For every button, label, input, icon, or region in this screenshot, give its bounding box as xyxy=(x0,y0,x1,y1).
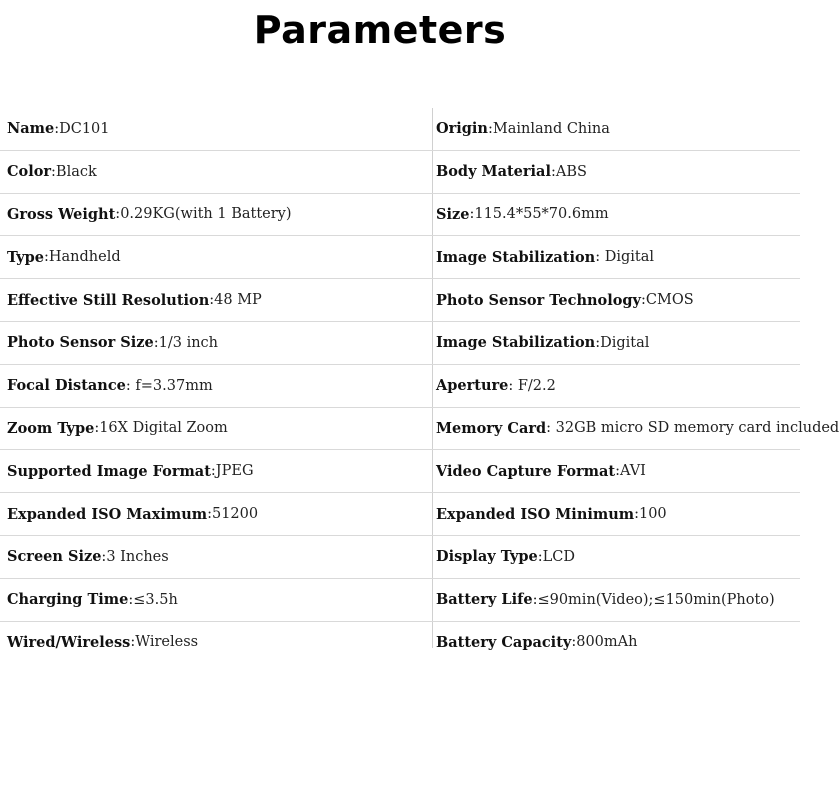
spec-value: Digital xyxy=(600,334,650,351)
spec-separator: : xyxy=(634,506,639,523)
spec-row xyxy=(0,579,800,622)
spec-separator: : xyxy=(44,249,49,266)
spec-value: 0.29KG(with 1 Battery) xyxy=(120,206,292,223)
spec-row xyxy=(0,450,800,493)
spec-label: Name xyxy=(7,120,55,138)
spec-cell-left xyxy=(7,408,427,450)
spec-value: JPEG xyxy=(215,463,254,480)
spec-separator: : xyxy=(595,334,601,351)
spec-value: Black xyxy=(55,163,97,180)
spec-label: Color xyxy=(7,163,52,181)
spec-label: Type xyxy=(7,248,44,266)
spec-cell-right xyxy=(436,450,800,492)
spec-cell-left xyxy=(7,236,427,278)
spec-label: Body Material xyxy=(436,163,551,181)
spec-cell-right xyxy=(436,108,800,150)
spec-cell-right xyxy=(436,536,800,578)
spec-label: Screen Size xyxy=(7,548,102,566)
spec-label: Supported Image Format xyxy=(7,462,211,480)
spec-label: Photo Sensor Size xyxy=(7,334,154,352)
spec-value: 800mAh xyxy=(576,634,638,651)
spec-cell-left xyxy=(7,450,427,492)
spec-separator: : xyxy=(153,334,159,351)
spec-cell-right xyxy=(436,622,800,664)
spec-value: 100 xyxy=(638,506,667,523)
spec-label: Gross Weight xyxy=(7,205,116,223)
spec-label: Image Stabilization xyxy=(436,334,596,352)
spec-separator: : xyxy=(469,206,475,223)
spec-separator: : xyxy=(532,591,538,608)
spec-cell-left xyxy=(7,622,427,664)
spec-cell-right xyxy=(436,151,800,193)
spec-separator: : xyxy=(130,634,136,651)
spec-value: 51200 xyxy=(211,506,259,523)
spec-separator: : xyxy=(125,377,136,394)
spec-separator: : xyxy=(101,548,107,565)
spec-cell-left xyxy=(7,365,427,407)
spec-row xyxy=(0,194,800,237)
spec-value: 32GB micro SD memory card included xyxy=(555,420,839,437)
spec-cell-right xyxy=(436,279,800,321)
spec-separator: : xyxy=(54,120,60,137)
spec-cell-right xyxy=(436,408,839,450)
spec-value: 3 Inches xyxy=(106,548,169,565)
spec-separator: : xyxy=(640,292,646,309)
spec-separator: : xyxy=(546,420,556,437)
spec-row xyxy=(0,408,839,451)
spec-cell-left xyxy=(7,108,427,150)
spec-separator: : xyxy=(115,206,121,223)
spec-row xyxy=(0,151,800,194)
spec-label: Battery Capacity xyxy=(436,633,572,651)
spec-value: f=3.37mm xyxy=(135,377,213,394)
spec-value: Mainland China xyxy=(492,120,610,137)
spec-row xyxy=(0,279,800,322)
spec-value: CMOS xyxy=(645,292,694,309)
spec-label: Photo Sensor Technology xyxy=(436,291,641,309)
spec-separator: : xyxy=(508,377,518,394)
spec-cell-left xyxy=(7,151,427,193)
spec-label: Zoom Type xyxy=(7,419,95,437)
spec-separator: : xyxy=(595,249,605,266)
spec-separator: : xyxy=(128,591,134,608)
spec-label: Origin xyxy=(436,120,488,138)
spec-value: F/2.2 xyxy=(517,377,556,394)
spec-cell-left xyxy=(7,279,427,321)
spec-row xyxy=(0,236,800,279)
spec-separator: : xyxy=(94,420,100,437)
spec-cell-left xyxy=(7,579,427,621)
spec-value: AVI xyxy=(619,463,646,480)
spec-row xyxy=(0,493,800,536)
spec-cell-left xyxy=(7,322,427,364)
spec-label: Memory Card xyxy=(436,419,547,437)
spec-label: Video Capture Format xyxy=(436,462,616,480)
spec-cell-right xyxy=(436,194,800,236)
spec-cell-left xyxy=(7,493,427,535)
spec-row xyxy=(0,622,800,664)
spec-label: Charging Time xyxy=(7,591,129,609)
spec-row xyxy=(0,322,800,365)
spec-value: ABS xyxy=(555,163,587,180)
spec-label: Aperture xyxy=(436,377,509,395)
spec-label: Display Type xyxy=(436,548,538,566)
spec-separator: : xyxy=(615,463,620,480)
spec-value: Wireless xyxy=(135,634,199,651)
spec-separator: : xyxy=(207,506,212,523)
spec-separator: : xyxy=(51,163,56,180)
spec-label: Effective Still Resolution xyxy=(7,291,210,309)
spec-value: 1/3 inch xyxy=(158,334,219,351)
spec-separator: : xyxy=(550,163,556,180)
spec-separator: : xyxy=(487,120,493,137)
spec-separator: : xyxy=(209,292,215,309)
spec-value: Digital xyxy=(604,249,655,266)
spec-label: Wired/Wireless xyxy=(7,633,131,651)
spec-label: Size xyxy=(436,205,470,223)
spec-label: Focal Distance xyxy=(7,377,126,395)
spec-label: Expanded ISO Maximum xyxy=(7,505,208,523)
spec-value: ≤90min(Video);≤150min(Photo) xyxy=(537,591,775,608)
spec-cell-left xyxy=(7,194,427,236)
spec-separator: : xyxy=(210,463,216,480)
spec-cell-right xyxy=(436,236,800,278)
spec-row xyxy=(0,108,800,151)
spec-cell-left xyxy=(7,536,427,578)
spec-row xyxy=(0,536,800,579)
spec-cell-right xyxy=(436,322,800,364)
spec-label: Image Stabilization xyxy=(436,248,596,266)
spec-row xyxy=(0,365,800,408)
spec-label: Battery Life xyxy=(436,591,533,609)
spec-value: 48 MP xyxy=(214,292,262,309)
spec-table xyxy=(0,108,839,663)
spec-value: 115.4*55*70.6mm xyxy=(474,206,609,223)
spec-cell-right xyxy=(436,365,800,407)
spec-separator: : xyxy=(537,548,543,565)
page-title: Parameters xyxy=(253,8,507,52)
spec-separator: : xyxy=(571,634,577,651)
spec-value: LCD xyxy=(542,548,575,565)
spec-value: 16X Digital Zoom xyxy=(99,420,228,437)
spec-value: ≤3.5h xyxy=(133,591,178,608)
spec-cell-right xyxy=(436,493,800,535)
spec-label: Expanded ISO Minimum xyxy=(436,505,635,523)
spec-value: DC101 xyxy=(59,120,110,137)
spec-value: Handheld xyxy=(48,249,121,266)
spec-cell-right xyxy=(436,579,800,621)
